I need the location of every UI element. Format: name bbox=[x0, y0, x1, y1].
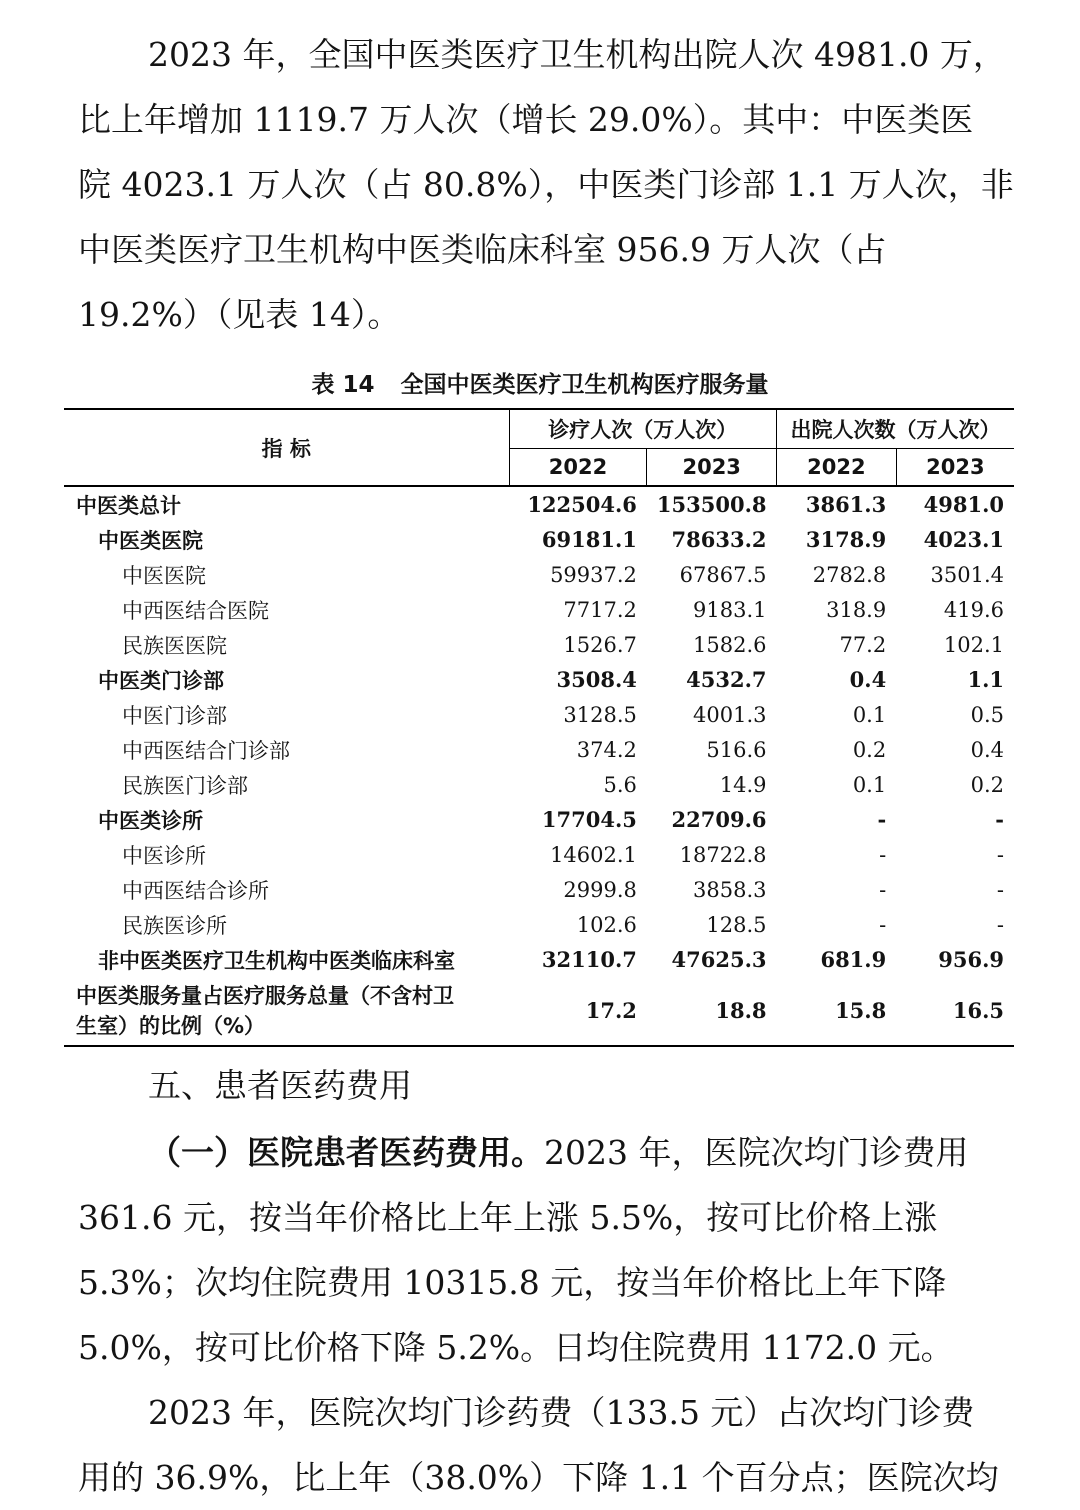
cell-value: 5.6 bbox=[603, 772, 637, 797]
cell-value: 128.5 bbox=[706, 912, 767, 937]
row-label: 中医类诊所 bbox=[98, 808, 203, 833]
row-label: 中医类门诊部 bbox=[98, 668, 224, 693]
cell-value: 77.2 bbox=[839, 632, 887, 657]
table-row bbox=[64, 627, 1014, 662]
table-row bbox=[64, 837, 1014, 872]
cell-value: - bbox=[995, 807, 1004, 832]
paragraph-drug-costs bbox=[78, 1380, 1002, 1510]
table-row bbox=[64, 767, 1014, 802]
cell-value: 4023.1 bbox=[923, 527, 1004, 552]
cell-value: 32110.7 bbox=[541, 947, 637, 972]
table-row bbox=[64, 872, 1014, 907]
cell-value: 18722.8 bbox=[679, 842, 767, 867]
column-header-indicator: 指 标 bbox=[64, 409, 509, 486]
cell-value: 16.5 bbox=[896, 977, 1014, 1046]
cell-value: 78633.2 bbox=[671, 527, 767, 552]
cell-value: 7717.2 bbox=[563, 597, 637, 622]
column-header-year: 2023 bbox=[647, 449, 777, 487]
row-label-line: 生室）的比例（%） bbox=[76, 1014, 266, 1038]
paragraph-lead: （一）医院患者医药费用。 bbox=[148, 1133, 544, 1172]
cell-value: 153500.8 bbox=[656, 492, 767, 517]
row-label: 民族医诊所 bbox=[122, 913, 227, 938]
cell-value: 419.6 bbox=[943, 597, 1004, 622]
cell-value: 2999.8 bbox=[563, 877, 637, 902]
cell-value: 17.2 bbox=[509, 977, 647, 1046]
column-header-year: 2022 bbox=[509, 449, 647, 487]
paragraph-line: 361.6 元，按当年价格比上年上涨 5.5%，按可比价格上涨 bbox=[78, 1198, 938, 1237]
cell-value: 3861.3 bbox=[805, 492, 887, 517]
cell-value: 18.8 bbox=[647, 977, 777, 1046]
column-header-year: 2022 bbox=[777, 449, 897, 487]
cell-value: 681.9 bbox=[820, 947, 887, 972]
cell-value: 2782.8 bbox=[812, 562, 887, 587]
cell-value: - bbox=[879, 877, 887, 902]
service-volume-table bbox=[64, 408, 1014, 1047]
row-label: 中西医结合医院 bbox=[122, 598, 269, 623]
paragraph-discharge-summary bbox=[78, 22, 1014, 347]
section-heading: 五、患者医药费用 bbox=[148, 1066, 412, 1105]
cell-value: 3858.3 bbox=[693, 877, 767, 902]
paragraph-line: 中医类医疗卫生机构中医类临床科室 956.9 万人次（占 bbox=[78, 230, 887, 269]
table-row bbox=[64, 662, 1014, 697]
paragraph-line: 19.2%）（见表 14）。 bbox=[78, 295, 401, 334]
table-title: 全国中医类医疗卫生机构医疗服务量 bbox=[400, 372, 769, 398]
cell-value: 1.1 bbox=[967, 667, 1004, 692]
cell-value: 17704.5 bbox=[541, 807, 637, 832]
column-group-visits: 诊疗人次（万人次） bbox=[509, 409, 776, 449]
cell-value: 0.5 bbox=[970, 702, 1004, 727]
cell-value: - bbox=[996, 842, 1004, 867]
table-row bbox=[64, 907, 1014, 942]
cell-value: - bbox=[996, 912, 1004, 937]
row-label: 非中医类医疗卫生机构中医类临床科室 bbox=[98, 948, 455, 973]
cell-value: 374.2 bbox=[576, 737, 637, 762]
cell-value: 9183.1 bbox=[693, 597, 767, 622]
cell-value: - bbox=[996, 877, 1004, 902]
row-label: 中医诊所 bbox=[122, 843, 206, 868]
row-label bbox=[64, 977, 509, 1046]
cell-value: 3128.5 bbox=[563, 702, 637, 727]
row-label: 中医类总计 bbox=[76, 493, 181, 518]
paragraph-line bbox=[78, 1120, 1002, 1185]
column-header-year: 2023 bbox=[896, 449, 1014, 487]
cell-value: 102.1 bbox=[943, 632, 1004, 657]
paragraph-line: 院 4023.1 万人次（占 80.8%），中医类门诊部 1.1 万人次，非 bbox=[78, 165, 1014, 204]
row-label: 中医类医院 bbox=[98, 528, 203, 553]
cell-value: - bbox=[879, 912, 887, 937]
cell-value: 1526.7 bbox=[563, 632, 637, 657]
table-row bbox=[64, 942, 1014, 977]
row-label: 民族医门诊部 bbox=[122, 773, 248, 798]
table-row bbox=[64, 486, 1014, 522]
table-row bbox=[64, 592, 1014, 627]
row-label-line: 中医类服务量占医疗服务总量（不含村卫 bbox=[76, 984, 454, 1008]
cell-value: 47625.3 bbox=[671, 947, 767, 972]
cell-value: 14.9 bbox=[719, 772, 767, 797]
cell-value: - bbox=[879, 842, 887, 867]
cell-value: 0.4 bbox=[849, 667, 887, 692]
table-number: 表 14 bbox=[311, 372, 375, 398]
table-caption bbox=[0, 366, 1080, 399]
paragraph-line: 5.3%；次均住院费用 10315.8 元，按当年价格比上年下降 bbox=[78, 1263, 947, 1302]
table-header-row bbox=[64, 409, 1014, 449]
cell-value: 3501.4 bbox=[930, 562, 1004, 587]
cell-value: 0.1 bbox=[852, 772, 887, 797]
paragraph-line: 比上年增加 1119.7 万人次（增长 29.0%）。其中：中医类医 bbox=[78, 100, 974, 139]
cell-value: 67867.5 bbox=[679, 562, 767, 587]
cell-value: 4001.3 bbox=[693, 702, 767, 727]
cell-value: 102.6 bbox=[576, 912, 637, 937]
cell-value: 59937.2 bbox=[550, 562, 637, 587]
row-label: 中西医结合诊所 bbox=[122, 878, 269, 903]
cell-value: 0.2 bbox=[852, 737, 887, 762]
row-label: 民族医医院 bbox=[122, 633, 227, 658]
cell-value: 0.1 bbox=[852, 702, 887, 727]
table-row bbox=[64, 522, 1014, 557]
cell-value: 122504.6 bbox=[527, 492, 637, 517]
table-row bbox=[64, 977, 1014, 1046]
cell-value: 3508.4 bbox=[556, 667, 637, 692]
cell-value: 4981.0 bbox=[923, 492, 1004, 517]
cell-value: 516.6 bbox=[706, 737, 767, 762]
cell-value: 0.4 bbox=[970, 737, 1004, 762]
cell-value: 14602.1 bbox=[550, 842, 637, 867]
paragraph-line: 用的 36.9%，比上年（38.0%）下降 1.1 个百分点；医院次均 bbox=[78, 1458, 999, 1497]
cell-value: - bbox=[877, 807, 887, 832]
cell-value: 318.9 bbox=[826, 597, 887, 622]
column-group-discharges: 出院人次数（万人次） bbox=[777, 409, 1015, 449]
cell-value: 956.9 bbox=[938, 947, 1004, 972]
cell-value: 3178.9 bbox=[805, 527, 887, 552]
paragraph-line: 5.0%，按可比价格下降 5.2%。日均住院费用 1172.0 元。 bbox=[78, 1328, 954, 1367]
row-label: 中西医结合门诊部 bbox=[122, 738, 290, 763]
cell-value: 22709.6 bbox=[671, 807, 767, 832]
cell-value: 69181.1 bbox=[541, 527, 637, 552]
paragraph-line: 2023 年，全国中医类医疗卫生机构出院人次 4981.0 万， bbox=[148, 35, 1006, 74]
table-row bbox=[64, 557, 1014, 592]
table-row bbox=[64, 697, 1014, 732]
cell-value: 0.2 bbox=[970, 772, 1004, 797]
table-row bbox=[64, 802, 1014, 837]
table-row bbox=[64, 732, 1014, 767]
paragraph-hospital-costs bbox=[78, 1120, 1002, 1380]
row-label: 中医门诊部 bbox=[122, 703, 227, 728]
cell-value: 4532.7 bbox=[686, 667, 767, 692]
cell-value: 15.8 bbox=[777, 977, 897, 1046]
paragraph-line: 2023 年，医院次均门诊药费（133.5 元）占次均门诊费 bbox=[148, 1393, 975, 1432]
paragraph-line-rest: 2023 年，医院次均门诊费用 bbox=[544, 1133, 969, 1172]
cell-value: 1582.6 bbox=[693, 632, 767, 657]
row-label: 中医医院 bbox=[122, 563, 206, 588]
